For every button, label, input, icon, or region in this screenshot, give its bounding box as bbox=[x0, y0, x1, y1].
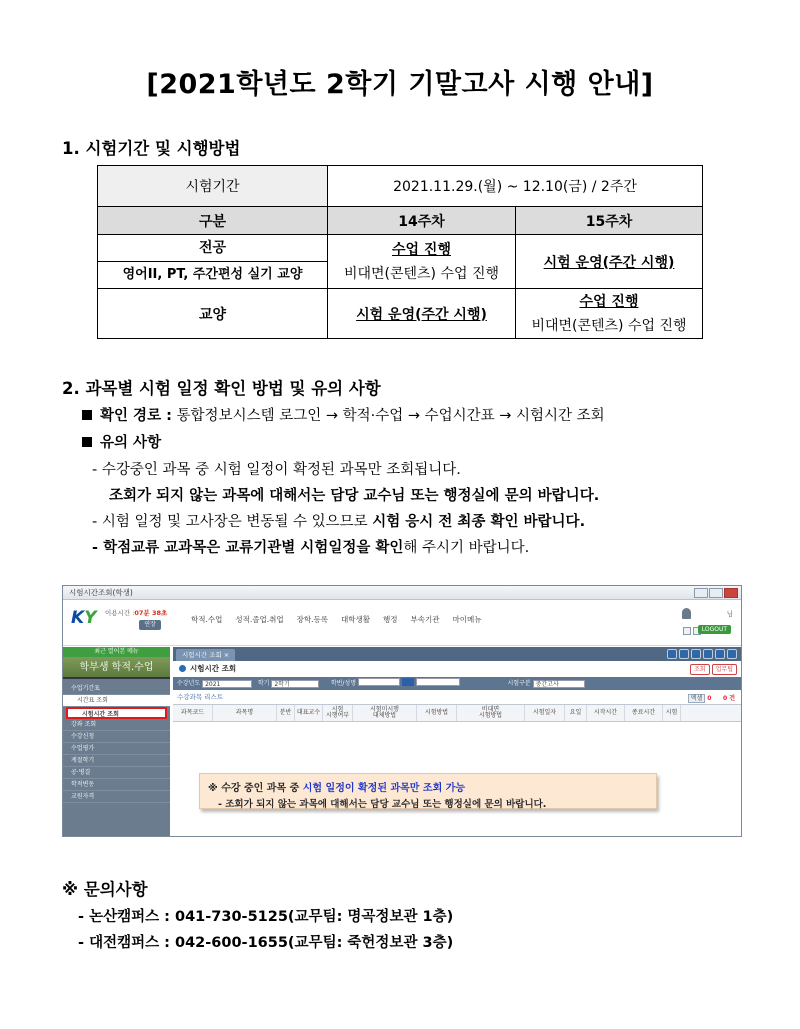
main-panel bbox=[173, 647, 741, 836]
count-a: 0 bbox=[707, 695, 712, 702]
user-suffix: 님 bbox=[726, 610, 733, 618]
bullet-icon bbox=[179, 665, 186, 672]
column-header[interactable]: 시작시간 bbox=[587, 705, 625, 721]
term-label: 학기 bbox=[257, 680, 270, 687]
filter-bar bbox=[173, 677, 741, 690]
menu-item[interactable]: 마이메뉴 bbox=[452, 615, 482, 624]
section1-heading: 1. 시험기간 및 시행방법 bbox=[62, 139, 241, 158]
notes-label: 유의 사항 bbox=[100, 435, 162, 451]
liberal-week15-class: 수업 진행 bbox=[579, 293, 639, 310]
student-input[interactable] bbox=[358, 678, 400, 686]
major-week14-online: 비대면(콘텐츠) 수업 진행 bbox=[343, 265, 500, 282]
table-header bbox=[173, 704, 741, 722]
column-header[interactable]: 시험방법 bbox=[417, 705, 457, 721]
window-title: 시험시간조회(학생) bbox=[69, 588, 133, 597]
liberal-week15-online: 비대면(콘텐츠) 수업 진행 bbox=[531, 317, 687, 334]
liberal-week15-cell bbox=[516, 289, 703, 339]
bullet-square-icon bbox=[82, 410, 92, 420]
notice-box bbox=[199, 773, 657, 809]
sidebar bbox=[63, 647, 170, 836]
row-liberal-label: 교양 bbox=[98, 289, 328, 339]
col-week15: 15주차 bbox=[516, 207, 703, 235]
col-week14: 14주차 bbox=[328, 207, 516, 235]
sidebar-item[interactable]: 계절학기 bbox=[63, 755, 170, 767]
menu-item[interactable]: 대학생활 bbox=[341, 615, 370, 624]
minimize-icon[interactable] bbox=[694, 588, 708, 598]
menu-item[interactable]: 부속기관 bbox=[410, 615, 440, 624]
home-icon[interactable] bbox=[691, 649, 701, 659]
window-titlebar bbox=[63, 586, 741, 600]
column-header[interactable]: 시험 bbox=[663, 705, 681, 721]
logout-button[interactable]: LOGOUT bbox=[698, 625, 731, 634]
period-label: 시험기간 bbox=[98, 166, 328, 207]
sidebar-item[interactable]: 교원자격 bbox=[63, 791, 170, 803]
page-heading bbox=[173, 661, 741, 677]
system-screenshot bbox=[62, 585, 742, 837]
notes-heading bbox=[82, 431, 161, 452]
path-value: 통합정보시스템 로그인 → 학적·수업 → 수업시간표 → 시험시간 조회 bbox=[176, 408, 605, 424]
exam-type-label: 시험구분 bbox=[507, 680, 531, 687]
sidebar-item[interactable]: 공·병결 bbox=[63, 767, 170, 779]
usetime bbox=[105, 608, 167, 617]
menu-icon[interactable] bbox=[727, 649, 737, 659]
row-major-label: 전공 bbox=[98, 235, 327, 262]
tab-exam-time[interactable]: 시험시간 조회 × bbox=[176, 649, 235, 661]
chevron-left-icon[interactable] bbox=[703, 649, 713, 659]
count-b: 0 건 bbox=[722, 695, 735, 702]
list-count bbox=[688, 692, 735, 706]
sidebar-item[interactable]: 학적변동 bbox=[63, 779, 170, 791]
menu-item[interactable]: 학적.수업 bbox=[191, 615, 223, 624]
note-3 bbox=[92, 536, 529, 557]
column-header[interactable]: 과목명 bbox=[213, 705, 277, 721]
notice-line1 bbox=[208, 779, 648, 794]
note-2 bbox=[92, 510, 585, 531]
extend-button[interactable]: 연장 bbox=[139, 620, 161, 630]
page-buttons bbox=[690, 664, 737, 675]
column-header[interactable]: 과목코드 bbox=[173, 705, 213, 721]
column-header[interactable]: 시험미시행 대체방법 bbox=[353, 705, 417, 721]
sidebar-item[interactable]: 수업평가 bbox=[63, 743, 170, 755]
column-header[interactable]: 시험 시행여부 bbox=[323, 705, 353, 721]
note-3-text: 해 주시기 바랍니다. bbox=[403, 540, 530, 556]
section2-heading: 2. 과목별 시험 일정 확인 방법 및 유의 사항 bbox=[62, 379, 381, 398]
term-select[interactable]: 2학기 bbox=[271, 680, 319, 688]
notice-line1-text: ※ 수강 중인 과목 중 bbox=[208, 783, 303, 794]
column-header[interactable]: 요일 bbox=[565, 705, 587, 721]
note-3-bold: - 학점교류 교과목은 교류기관별 시험일정을 확인 bbox=[92, 540, 404, 556]
major-week14-cell bbox=[328, 235, 516, 289]
help-button[interactable]: 업무팁 bbox=[712, 664, 737, 675]
major-week15-exam: 시험 운영(주간 시행) bbox=[516, 235, 703, 289]
note-1: - 수강중인 과목 중 시험 일정이 확정된 과목만 조회됩니다. bbox=[92, 462, 461, 478]
column-header[interactable]: 종료시간 bbox=[625, 705, 663, 721]
note-2-bold: 시험 응시 전 최종 확인 바랍니다. bbox=[372, 514, 586, 530]
column-header[interactable]: 대표교수 bbox=[295, 705, 323, 721]
notice-line1-highlight: 시험 일정이 확정된 과목만 조회 가능 bbox=[302, 783, 466, 794]
menu-item[interactable]: 행정 bbox=[382, 615, 398, 624]
student-label: 학번/성명 bbox=[330, 680, 357, 687]
sidebar-subitem-active[interactable]: 시험시간 조회 bbox=[66, 707, 167, 719]
tab-icons bbox=[667, 649, 737, 659]
excel-button[interactable]: 엑셀 bbox=[688, 694, 706, 703]
chevron-right-icon[interactable] bbox=[715, 649, 725, 659]
search-icon[interactable] bbox=[402, 678, 414, 686]
check-path bbox=[82, 404, 605, 425]
exam-schedule-table bbox=[97, 165, 703, 339]
list-title: 수강과목 리스트 bbox=[177, 693, 224, 701]
student-name-field[interactable] bbox=[416, 678, 460, 686]
sidebar-subitem[interactable]: 시간표 조회 bbox=[63, 695, 170, 707]
user-icon[interactable] bbox=[682, 608, 691, 619]
phone-icon[interactable] bbox=[667, 649, 677, 659]
year-label: 수강년도 bbox=[177, 680, 201, 687]
notice-line2: - 조회가 되지 않는 과목에 대해서는 담당 교수님 또는 행정실에 문의 바랍니다. bbox=[218, 799, 547, 810]
note-1b: 조회가 되지 않는 과목에 대해서는 담당 교수님 또는 행정실에 문의 바랍니다. bbox=[109, 488, 600, 504]
tab-bar bbox=[173, 647, 741, 661]
liberal-week14-exam: 시험 운영(주간 시행) bbox=[328, 289, 516, 339]
row-major-sub: 영어II, PT, 주간편성 실기 교양 bbox=[122, 267, 303, 282]
logo-icon: KY bbox=[71, 608, 97, 628]
menu-item[interactable]: 장학.등록 bbox=[296, 615, 328, 624]
note-2-text: - 시험 일정 및 고사장은 변동될 수 있으므로 bbox=[92, 514, 373, 530]
period-value: 2021.11.29.(월) ~ 12.10(금) / 2주간 bbox=[328, 166, 703, 207]
column-header[interactable]: 시험일자 bbox=[525, 705, 565, 721]
row-major-header bbox=[98, 235, 328, 289]
sidebar-item[interactable]: 수강신청 bbox=[63, 731, 170, 743]
year-select[interactable]: 2021 bbox=[202, 680, 252, 688]
col-category: 구분 bbox=[98, 207, 328, 235]
star-icon[interactable] bbox=[679, 649, 689, 659]
column-header[interactable]: 비대면 시험방법 bbox=[457, 705, 525, 721]
contact-daejeon: - 대전캠퍼스 : 042-600-1655(교무팀: 죽헌정보관 3층) bbox=[78, 935, 454, 951]
contact-heading: ※ 문의사항 bbox=[62, 880, 148, 899]
top-menu bbox=[191, 614, 481, 625]
usetime-value: 07분 38초 bbox=[134, 609, 168, 617]
page-heading-text: 시험시간 조회 bbox=[190, 664, 237, 673]
window-icon[interactable] bbox=[683, 627, 691, 635]
maximize-icon[interactable] bbox=[709, 588, 723, 598]
list-header bbox=[173, 690, 741, 704]
sidebar-item[interactable]: 수업기간표 bbox=[63, 683, 170, 695]
menu-item[interactable]: 성적.졸업.취업 bbox=[235, 615, 284, 624]
usetime-label: 이용시간 : bbox=[105, 609, 135, 617]
page-title: [2021학년도 2학기 기말고사 시행 안내] bbox=[146, 69, 654, 100]
search-button[interactable]: 조회 bbox=[690, 664, 710, 675]
recent-menu-button[interactable]: 최근 열어본 메뉴 bbox=[63, 647, 170, 657]
bullet-square-icon bbox=[82, 437, 92, 447]
path-label: 확인 경로 : bbox=[100, 408, 172, 424]
window-controls bbox=[694, 588, 738, 598]
sidebar-title: 학부생 학적.수업 bbox=[63, 657, 170, 679]
exam-type-select[interactable]: 중간고사 bbox=[533, 680, 585, 688]
close-icon[interactable] bbox=[724, 588, 738, 598]
major-week14-class: 수업 진행 bbox=[392, 241, 451, 258]
contact-nonsan: - 논산캠퍼스 : 041-730-5125(교무팀: 명곡정보관 1층) bbox=[78, 909, 454, 925]
column-header[interactable]: 분반 bbox=[277, 705, 295, 721]
app-header bbox=[63, 600, 741, 646]
sidebar-item[interactable]: 강좌 조회 bbox=[63, 719, 170, 731]
